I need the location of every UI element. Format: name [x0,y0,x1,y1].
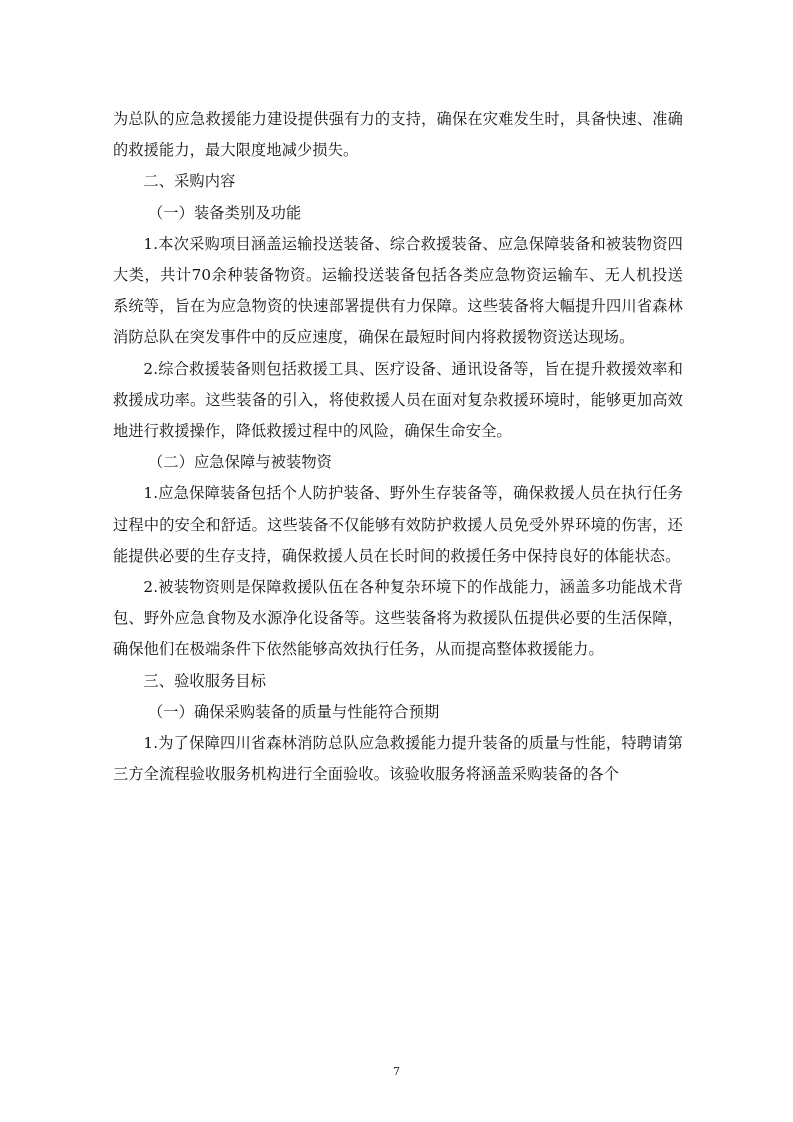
subheading-emergency-supplies: （二）应急保障与被装物资 [147,453,333,472]
paragraph-third-party-acceptance: 1.为了保障四川省森林消防总队应急救援能力提升装备的质量与性能，特聘请第三方全流程验收服务机构进行全面验收。该验收服务将涵盖采购装备的各个 [113,734,683,784]
section-heading-procurement-content: 二、采购内容 [143,172,236,191]
paragraph-clothing-supplies: 2.被装物资则是保障救援队伍在各种复杂环境下的作战能力，涵盖多功能战术背包、野外应急食物及水源净化设备等。这些装备将为救援队伍提供必要的生活保障，确保他们在极端条件下依然能够高效执行任务，从而提高整体救援能力。 [113,578,683,659]
subheading-quality-performance: （一）确保采购装备的质量与性能符合预期 [147,702,440,721]
page-number: 7 [393,1065,400,1078]
document-body [113,104,683,790]
paragraph-emergency-support: 1.应急保障装备包括个人防护装备、野外生存装备等，确保救援人员在执行任务过程中的安全和舒适。这些装备不仅能够有效防护救援人员免受外界环境的伤害，还能提供必要的生存支持，确保救援人员在长时间的救援任务中保持良好的体能状态。 [113,484,683,565]
paragraph-continuation: 为总队的应急救援能力建设提供强有力的支持，确保在灾难发生时，具备快速、准确的救援能力，最大限度地减少损失。 [113,110,683,160]
paragraph-equipment-scope: 1.本次采购项目涵盖运输投送装备、综合救援装备、应急保障装备和被装物资四大类，共计70余种装备物资。运输投送装备包括各类应急物资运输车、无人机投送系统等，旨在为应急物资的快速部署提供有力保障。这些装备将大幅提升四川省森林消防总队在突发事件中的反应速度，确保在最短时间内将救援物资送达现场。 [113,234,683,347]
section-heading-acceptance-service: 三、验收服务目标 [143,671,267,690]
paragraph-rescue-equipment: 2.综合救援装备则包括救援工具、医疗设备、通讯设备等，旨在提升救援效率和救援成功率。这些装备的引入，将使救援人员在面对复杂救援环境时，能够更加高效地进行救援操作，降低救援过程中的风险，确保生命安全。 [113,359,683,441]
subheading-equipment-categories: （一）装备类别及功能 [147,203,302,222]
